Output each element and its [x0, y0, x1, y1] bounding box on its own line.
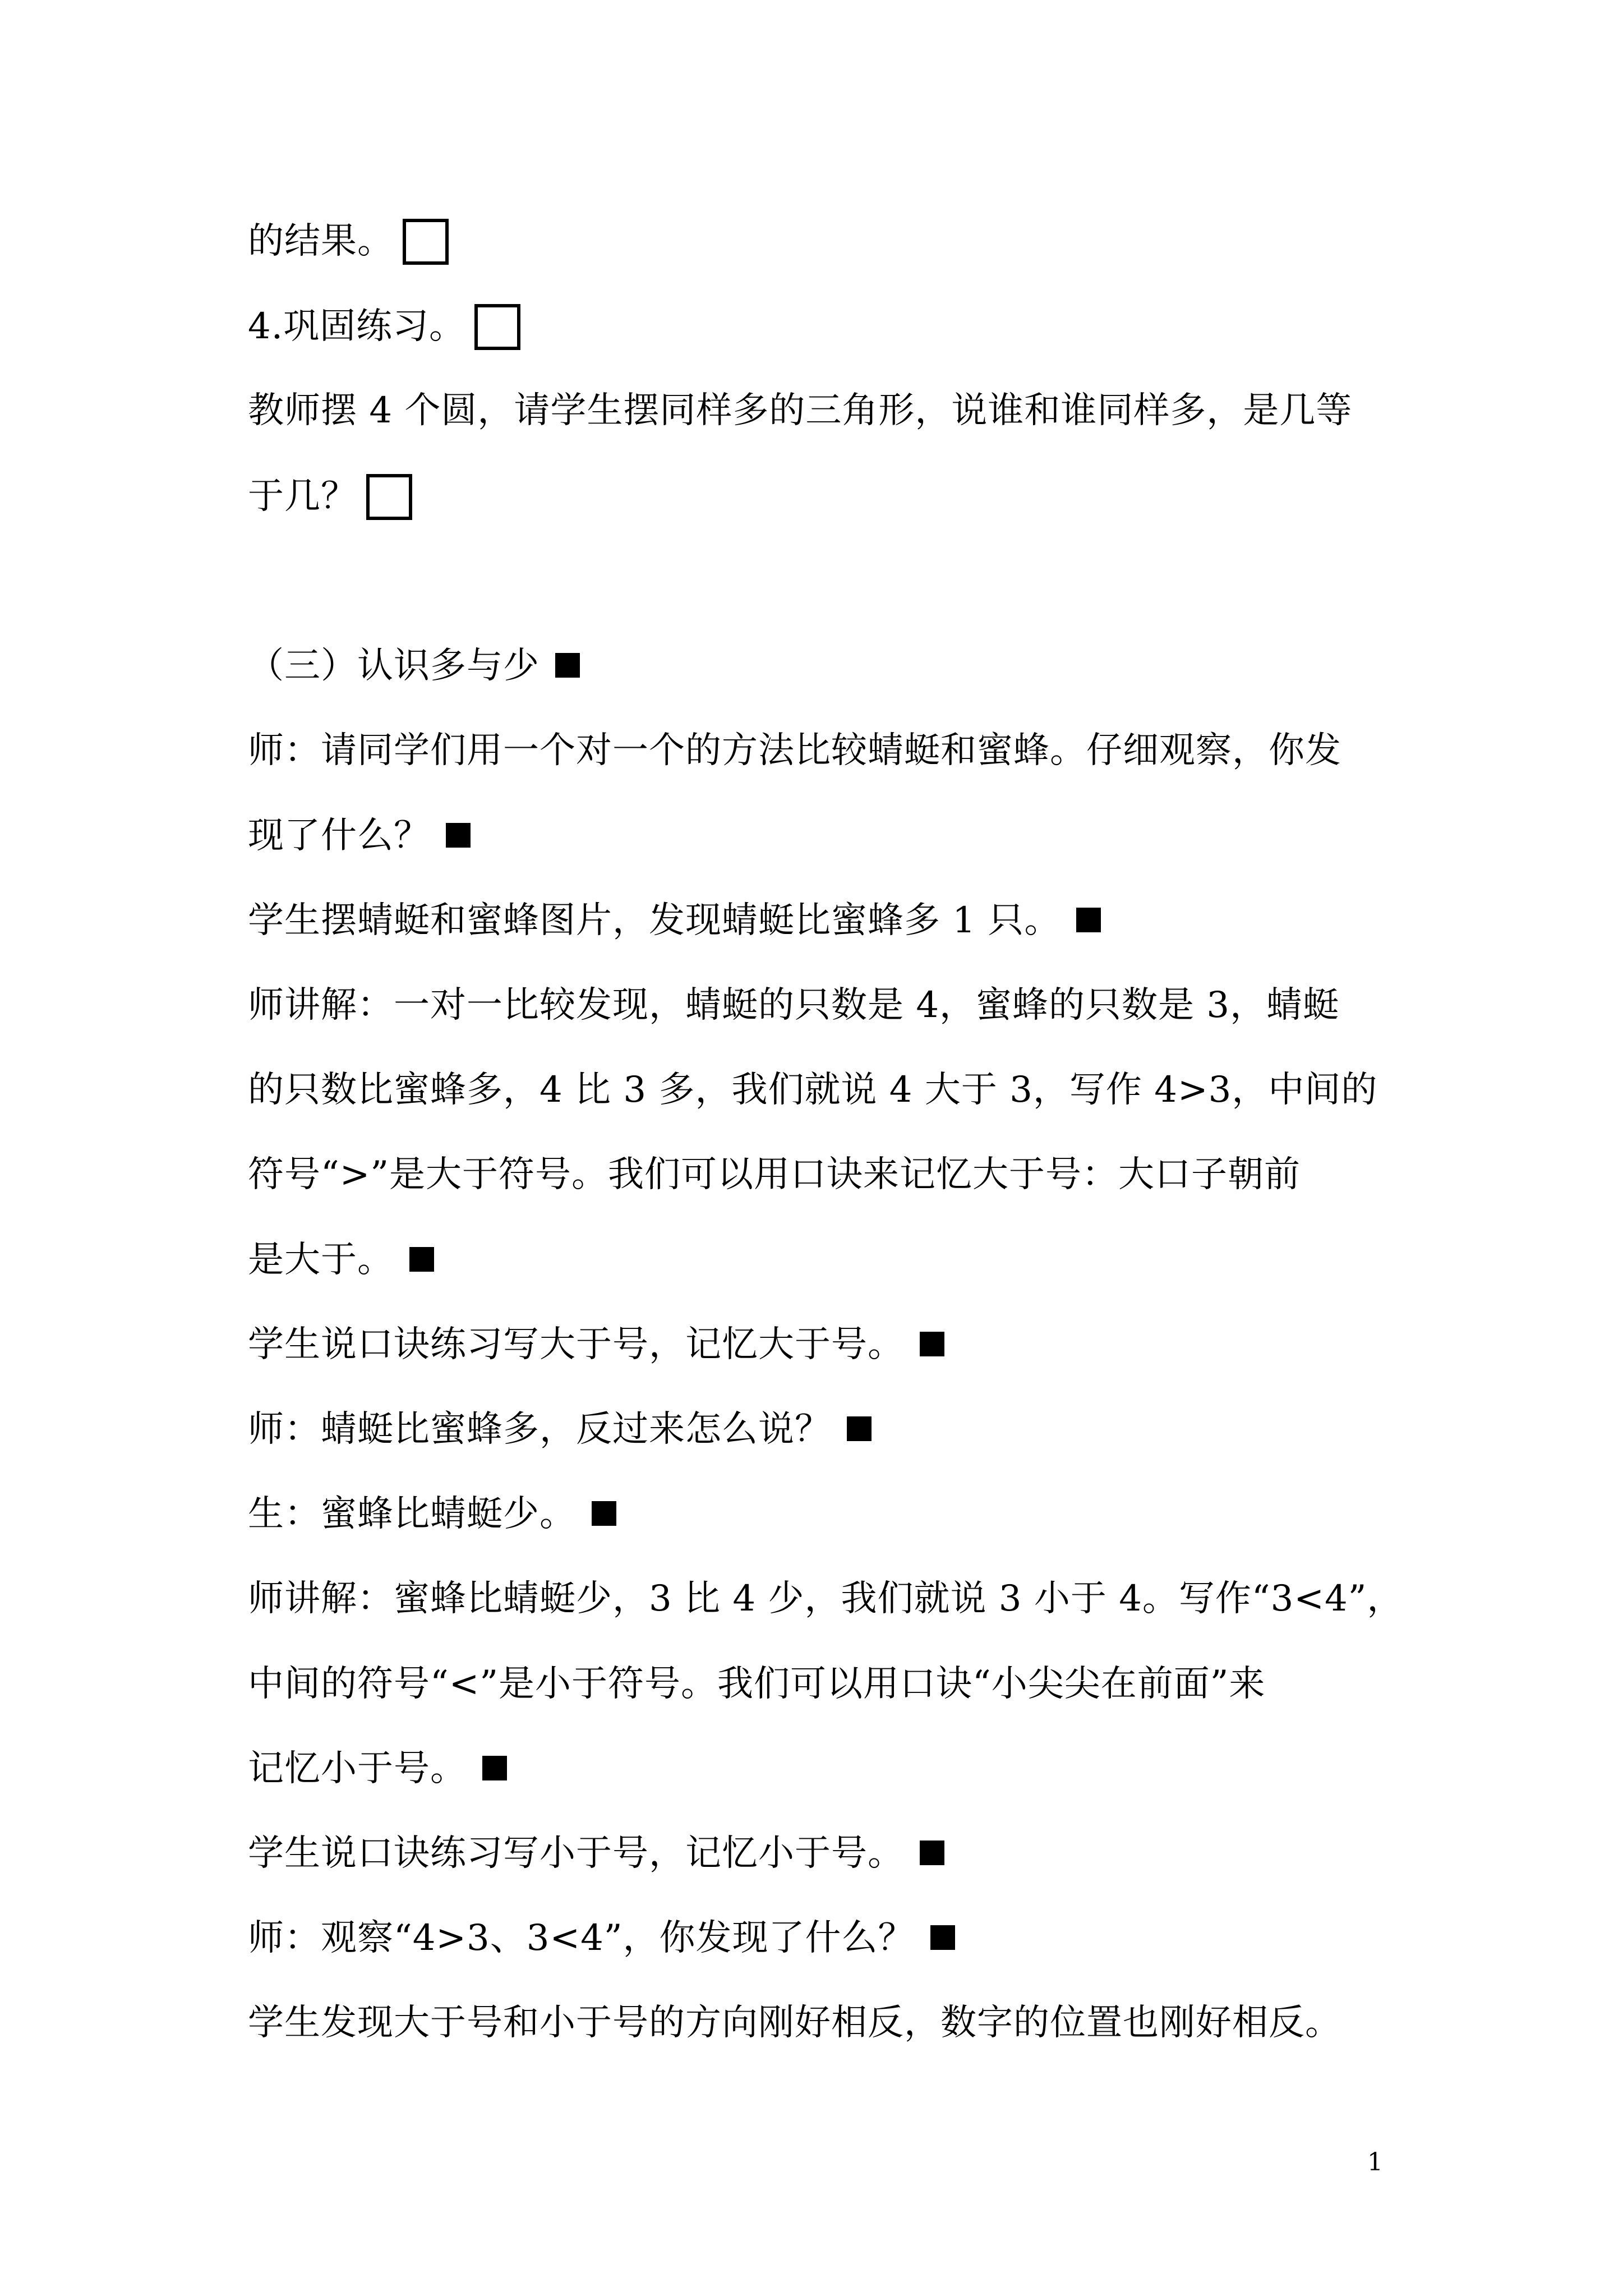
text: 学生说口诀练习写大于号，记忆大于号。 — [248, 1324, 904, 1365]
text: 4.巩固练习。 — [248, 306, 466, 347]
text: 记忆小于号。 — [248, 1748, 467, 1789]
filled-square-icon — [930, 1925, 955, 1950]
text-line-14 — [248, 1407, 872, 1452]
text: 中间的符号“<”是小于符号。我们可以用口诀“小尖尖在前面”来 — [248, 1663, 1266, 1705]
text: 师：蜻蜓比蜜蜂多，反过来怎么说？ — [248, 1409, 831, 1450]
text-line-12 — [248, 1237, 434, 1282]
text: 生：蜜蜂比蜻蜓少。 — [248, 1493, 576, 1535]
section-heading — [248, 643, 580, 688]
filled-square-icon — [920, 1841, 944, 1865]
text: 教师摆 4 个圆，请学生摆同样多的三角形，说谁和谁同样多，是几等 — [248, 390, 1353, 431]
text: 师讲解：蜜蜂比蜻蜓少，3 比 4 少，我们就说 3 小于 4。写作“3<4”， — [248, 1578, 1404, 1619]
text: 是大于。 — [248, 1239, 394, 1281]
text-line-2 — [248, 304, 520, 352]
filled-square-icon — [555, 653, 580, 678]
text-line-16 — [248, 1576, 1403, 1621]
text: 现了什么？ — [248, 815, 430, 857]
filled-square-icon — [1076, 908, 1101, 932]
filled-square-icon — [847, 1416, 872, 1441]
checkbox-square-icon — [474, 304, 520, 350]
filled-square-icon — [482, 1756, 507, 1780]
filled-square-icon — [446, 823, 471, 848]
text: 师讲解：一对一比较发现，蜻蜓的只数是 4，蜜蜂的只数是 3，蜻蜓 — [248, 984, 1340, 1026]
text: 学生摆蜻蜓和蜜蜂图片，发现蜻蜓比蜜蜂多 1 只。 — [248, 900, 1061, 941]
text: 师：请同学们用一个对一个的方法比较蜻蜓和蜜蜂。仔细观察，你发 — [248, 730, 1341, 771]
text: 学生说口诀练习写小于号，记忆小于号。 — [248, 1833, 904, 1874]
text-line-15 — [248, 1492, 616, 1536]
filled-square-icon — [592, 1501, 616, 1526]
text-line-10 — [248, 1068, 1377, 1112]
text-line-3 — [248, 388, 1352, 433]
text-line-9 — [248, 983, 1339, 1028]
checkbox-square-icon — [403, 219, 449, 265]
text: 师：观察“4>3、3<4”，你发现了什么？ — [248, 1917, 915, 1959]
text-line-17 — [248, 1662, 1266, 1706]
text: 符号“>”是大于符号。我们可以用口诀来记忆大于号：大口子朝前 — [248, 1154, 1301, 1195]
text-line-19 — [248, 1831, 944, 1876]
text-line-7 — [248, 813, 471, 858]
text: 的结果。 — [248, 220, 394, 262]
filled-square-icon — [920, 1332, 944, 1356]
text-line-11 — [248, 1152, 1301, 1197]
text-line-18 — [248, 1746, 507, 1791]
text-line-8 — [248, 898, 1101, 943]
checkbox-square-icon — [366, 474, 412, 520]
text: 学生发现大于号和小于号的方向刚好相反，数字的位置也刚好相反。 — [248, 2002, 1341, 2044]
text-line-4 — [248, 474, 412, 522]
text-line-1 — [248, 219, 449, 267]
text: 于几？ — [248, 476, 357, 517]
text: 的只数比蜜蜂多，4 比 3 多，我们就说 4 大于 3，写作 4>3，中间的 — [248, 1069, 1378, 1111]
text-line-21 — [248, 2000, 1341, 2045]
text-line-13 — [248, 1322, 944, 1367]
filled-square-icon — [409, 1247, 434, 1272]
text-line-20 — [248, 1916, 955, 1961]
page-number: 1 — [1367, 2148, 1383, 2177]
text: （三）认识多与少 — [248, 645, 540, 687]
text-line-6 — [248, 728, 1341, 773]
